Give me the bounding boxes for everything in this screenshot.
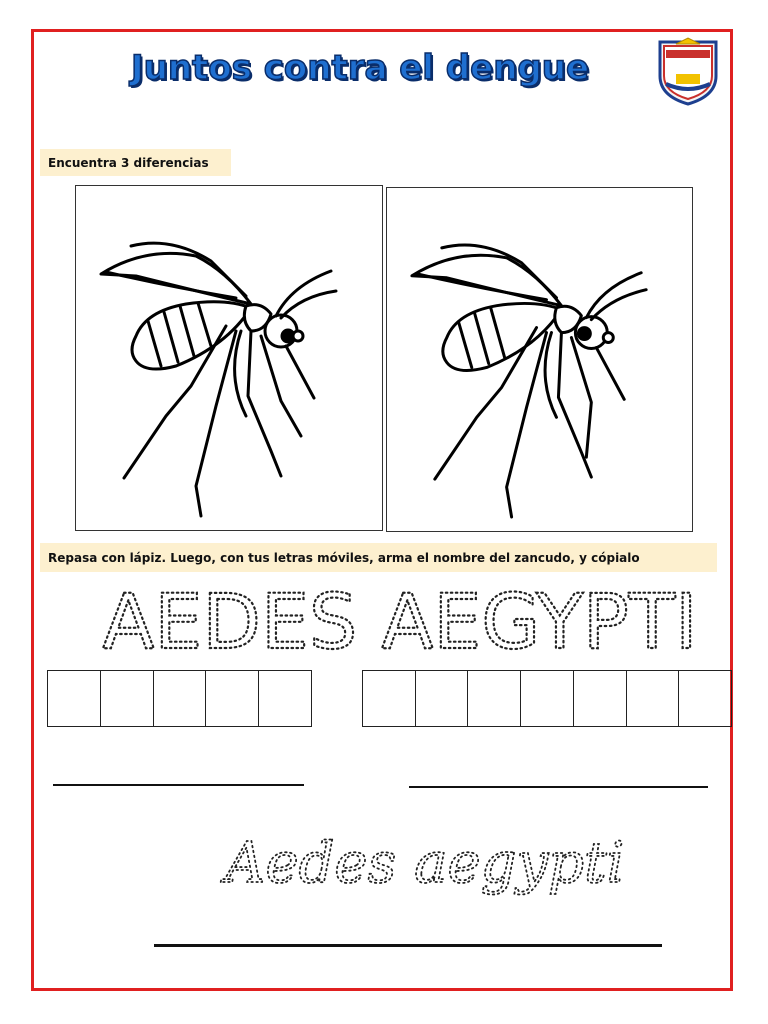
dotted-trace-word-cursive xyxy=(215,820,625,910)
letter-box[interactable] xyxy=(574,671,627,726)
letter-box[interactable] xyxy=(468,671,521,726)
letter-box[interactable] xyxy=(154,671,207,726)
school-seal-icon xyxy=(656,36,720,106)
letter-box[interactable] xyxy=(206,671,259,726)
letter-boxes-word2[interactable] xyxy=(362,670,732,727)
mosquito-picture-left xyxy=(75,185,383,531)
page-title: Juntos contra el dengue xyxy=(130,48,590,88)
letter-box[interactable] xyxy=(627,671,680,726)
letter-box[interactable] xyxy=(101,671,154,726)
letter-box[interactable] xyxy=(363,671,416,726)
svg-text:Aedes aegypti: Aedes aegypti xyxy=(225,831,625,896)
letter-box[interactable] xyxy=(521,671,574,726)
svg-text:AEDES AEGYPTI: AEDES AEGYPTI xyxy=(102,577,698,666)
dotted-trace-word-upper xyxy=(102,577,698,666)
instruction-differences: Encuentra 3 diferencias xyxy=(40,149,231,176)
mosquito-icon xyxy=(76,186,382,529)
letter-boxes-word1[interactable] xyxy=(47,670,312,727)
letter-box[interactable] xyxy=(416,671,469,726)
letter-box[interactable] xyxy=(48,671,101,726)
mosquito-icon xyxy=(387,188,692,530)
instruction-trace: Repasa con lápiz. Luego, con tus letras móviles, arma el nombre del zancudo, y cópialo xyxy=(40,543,717,572)
writing-line-word2[interactable] xyxy=(409,786,708,788)
letter-box[interactable] xyxy=(679,671,731,726)
letter-box[interactable] xyxy=(259,671,311,726)
writing-line-cursive[interactable] xyxy=(154,944,662,947)
writing-line-word1[interactable] xyxy=(53,784,304,786)
mosquito-picture-right xyxy=(386,187,693,532)
